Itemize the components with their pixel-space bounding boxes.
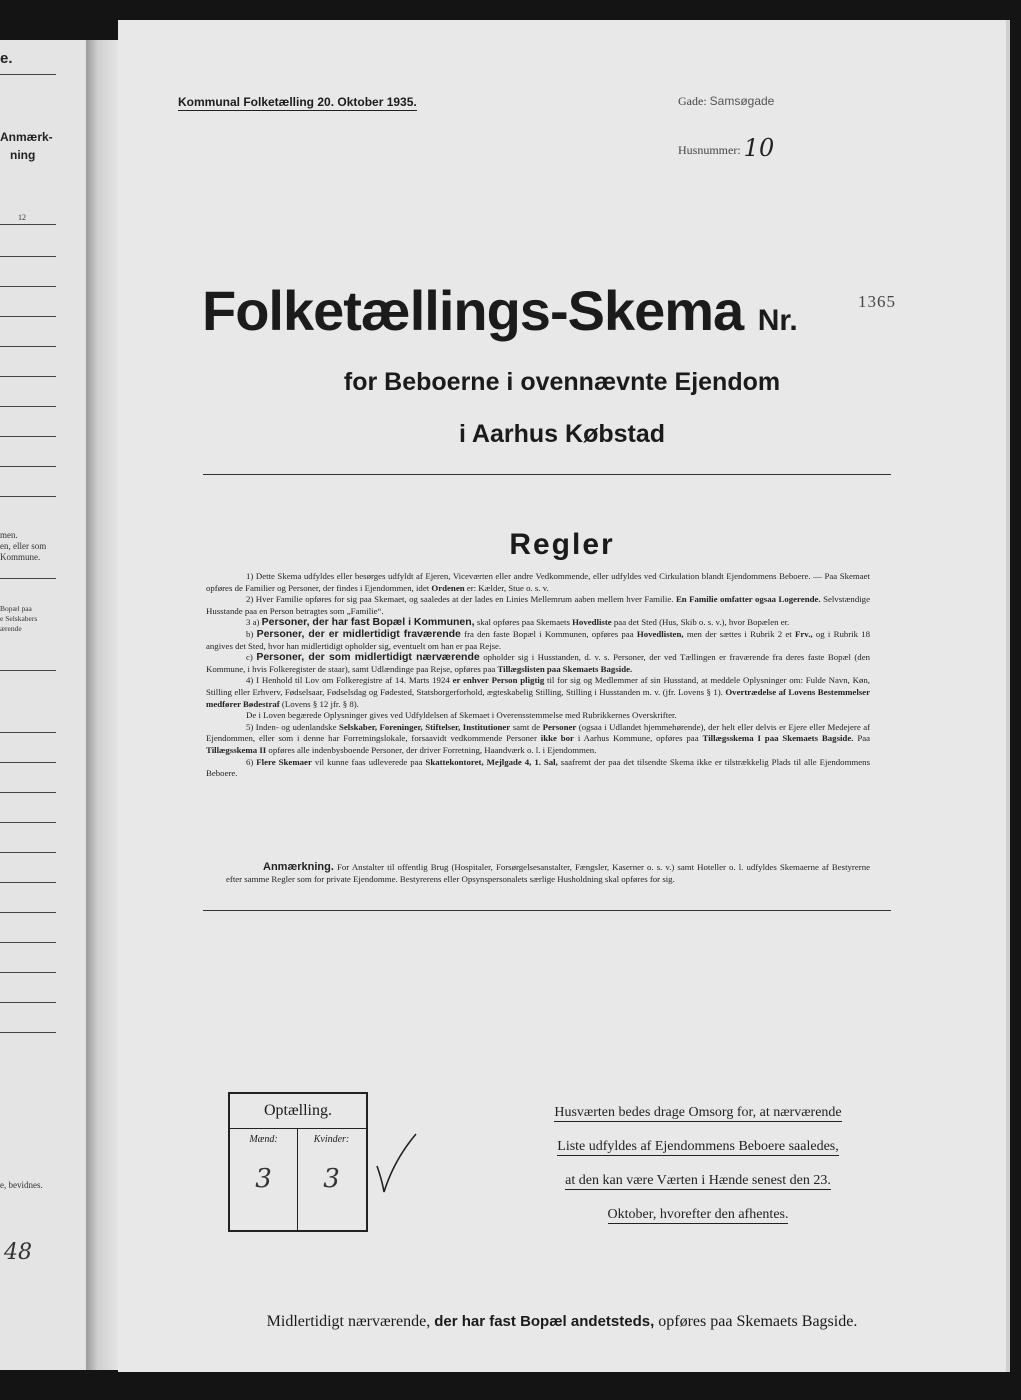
rule-5: 5) Inden- og udenlandske Selskaber, Foreninger, Stiftelser, Institutioner samt de Personer (ogsaa i Udlandet hjemmehørende), der helt eller delvis er Ejere eller Medejere af Ejendommen, eller som i denne har Forretningslokale, forsaavidt vedkommende Personer ikke bor i Aarhus Kommune, opføres paa Tillægsskema I paa Skemaets Bagside. Paa Tillægsskema II opføres alle indenbysboende Personer, der driver Forretning, Haandværk o. l. i Ejendommen. (206, 721, 871, 755)
rule-1: 1) Dette Skema udfyldes eller besørges udfyldt af Ejeren, Viceværten eller andre Vedkommende, eller udfyldes ved Cirkulation blandt Ejendommens Beboere. — Paa Skemaet opføres de Familier og Personer, der findes i Ejendommen, idet Ordenen er: Kælder, Stue o. s. v. (206, 571, 870, 593)
left-rule (0, 882, 56, 883)
house-number-value: 10 (743, 134, 775, 162)
rules-heading: Regler (509, 528, 615, 561)
left-note-2-line: e Selskabers (0, 614, 38, 623)
tally-men-label: Mænd: (249, 1134, 278, 1145)
remark-label: Anmærkning. (263, 861, 334, 873)
tally-men-value: 3 (255, 1164, 272, 1194)
left-rule (0, 792, 56, 793)
page-gutter (86, 40, 120, 1370)
house-number-label: Husnummer: (678, 143, 741, 157)
left-rule (0, 224, 56, 225)
footer-post: opføres paa Skemaets Bagside. (658, 1313, 858, 1330)
left-column-number: 12 (18, 213, 26, 222)
left-rule (0, 316, 56, 317)
left-note-1-line: Kommune. (0, 552, 41, 562)
left-rule (0, 1002, 56, 1003)
left-header-line2: ning (10, 148, 36, 162)
left-rule (0, 762, 56, 763)
left-rule (0, 286, 56, 287)
rule-2: 2) Hver Familie opføres for sig paa Skemaet, og saaledes at der lades en Linies Mellemrum aaben mellem hver Familie. En Familie omfatter ogsaa Logerende. Selvstændige Husstande paa en Person betragtes som „Familie“. (206, 594, 870, 616)
footer-pre: Midlertidigt nærværende, (266, 1313, 431, 1330)
divider (203, 910, 891, 911)
left-rule (0, 912, 56, 913)
left-page-top-fragment: e. (0, 50, 13, 67)
footer-bold: der har fast Bopæl andetsteds, (434, 1313, 655, 1330)
rule-4: 4) I Henhold til Lov om Folkeregistre af 14. Marts 1924 er enhver Person pligtig til for sig og Medlemmer af sin Husstand, at meddele Oplysninger om: Fulde Navn, Køn, Stilling eller Erhverv, Fødselsaar, Fødselsdag og Fødested, Statsborgerforhold, ægteskabelig Stilling, Stilling i Husstanden m. v. (jfr. Lovens § 1). Overtrædelse af Lovens Bestemmelser medfører Bødestraf (Lovens § 12 jfr. § 8). (206, 675, 871, 709)
rule-3b: b) Personer, der er midlertidigt fraværende fra den faste Bopæl i Kommunen, opføres paa Hovedlisten, men der sættes i Rubrik 2 et Frv., og i Rubrik 18 angives det Sted, hvor han midlertidigt opholder sig, eventuelt om han er paa Rejse. (206, 627, 871, 651)
left-page-fragment (0, 40, 88, 1370)
notice-line: at den kan være Værten i Hænde senest den 23. (565, 1173, 831, 1188)
left-rule (0, 578, 56, 579)
left-note-2-line: ærende (0, 624, 22, 633)
street-label: Gade: (678, 94, 707, 108)
left-rule (0, 376, 56, 377)
form-title-nr: Nr. (757, 304, 798, 337)
tally-title: Optælling. (263, 1102, 332, 1119)
tally-box (228, 1092, 368, 1232)
census-title: Kommunal Folketælling 20. Oktober 1935. (178, 95, 417, 109)
rule-6: 6) Flere Skemaer vil kunne faas udleverede paa Skattekontoret, Mejlgade 4, 1. Sal, saafremt der paa det tilsendte Skema ikke er tilstrækkelig Plads til alle Ejendommens Beboere. (206, 756, 870, 779)
rule-3a: 3 a) Personer, der har fast Bopæl i Kommunen, skal opføres paa Skemaets Hovedliste paa det Sted (Hus, Skib o. s. v.), hvor Bopælen er. (246, 616, 790, 629)
left-rule (0, 74, 56, 75)
landlord-notice (522, 1096, 874, 1232)
tally-women-label: Kvinder: (313, 1134, 350, 1145)
form-subtitle-2: i Aarhus Købstad (458, 420, 666, 448)
left-rule (0, 732, 56, 733)
notice-line: Husværten bedes drage Omsorg for, at nærværende (554, 1105, 842, 1120)
rules-text (206, 571, 870, 780)
left-note-3: e, bevidnes. (0, 1180, 43, 1190)
left-rule (0, 1032, 56, 1033)
tally-divider (230, 1128, 366, 1129)
street-value: Samsøgade (709, 94, 775, 108)
form-title-main: Folketællings-Skema (202, 279, 744, 342)
left-rule (0, 972, 56, 973)
form-subtitle-1: for Beboerne i ovennævnte Ejendom (343, 368, 781, 396)
street-field (678, 94, 774, 109)
notice-line: Oktober, hvorefter den afhentes. (607, 1207, 789, 1222)
left-rule (0, 436, 56, 437)
left-note-1 (0, 530, 46, 563)
notice-line: Liste udfyldes af Ejendommens Beboere saaledes, (557, 1139, 839, 1154)
checkmark-icon (374, 1130, 418, 1196)
left-rule (0, 822, 56, 823)
remark-paragraph (226, 862, 870, 885)
rule-3c: c) Personer, der som midlertidigt nærværende opholder sig i Husstanden, d. v. s. Personer, der ved Tællingen er fraværende fra deres faste Bopæl (den Kommune, i hvis Folkeregister de staar), samt Udlændinge paa Rejse, opføres paa Tillægslisten paa Skemaets Bagside. (206, 651, 871, 674)
left-note-1-line: en, eller som (0, 541, 47, 551)
form-number: 1365 (858, 292, 896, 311)
footer-note (118, 1313, 1006, 1331)
left-handwritten-number: 48 (4, 1240, 32, 1265)
tally-women-value: 3 (323, 1164, 340, 1194)
house-number-field (678, 132, 774, 160)
left-note-2-line: Bopæl paa (0, 604, 32, 613)
left-rule (0, 670, 56, 671)
divider (203, 474, 891, 475)
left-rule (0, 942, 56, 943)
left-header-line1: Anmærk- (0, 130, 53, 144)
left-rule (0, 852, 56, 853)
left-column-header (0, 128, 53, 164)
remark-text: For Anstalter til offentlig Brug (Hospitaler, Forsørgelsesanstalter, Fængsler, Kaserner o. s. v.) samt Hoteller o. l. udfyldes Skemaerne af Bestyrerne efter samme Regler som for private Ejendomme. Bestyrerens eller Opsynspersonalets særlige Husholdning skal opføres for sig. (226, 862, 871, 884)
left-rule (0, 466, 56, 467)
rule-4b: De i Loven begærede Oplysninger gives ved Udfyldelsen af Skemaet i Overensstemmelse med Rubrikkernes Overskrifter. (246, 710, 677, 721)
left-rule (0, 346, 56, 347)
census-form-page (118, 20, 1010, 1372)
left-note-1-line: men. (0, 530, 18, 540)
left-note-2 (0, 604, 37, 634)
left-rule (0, 256, 56, 257)
form-title (202, 278, 798, 343)
left-rule (0, 406, 56, 407)
left-rule (0, 496, 56, 497)
